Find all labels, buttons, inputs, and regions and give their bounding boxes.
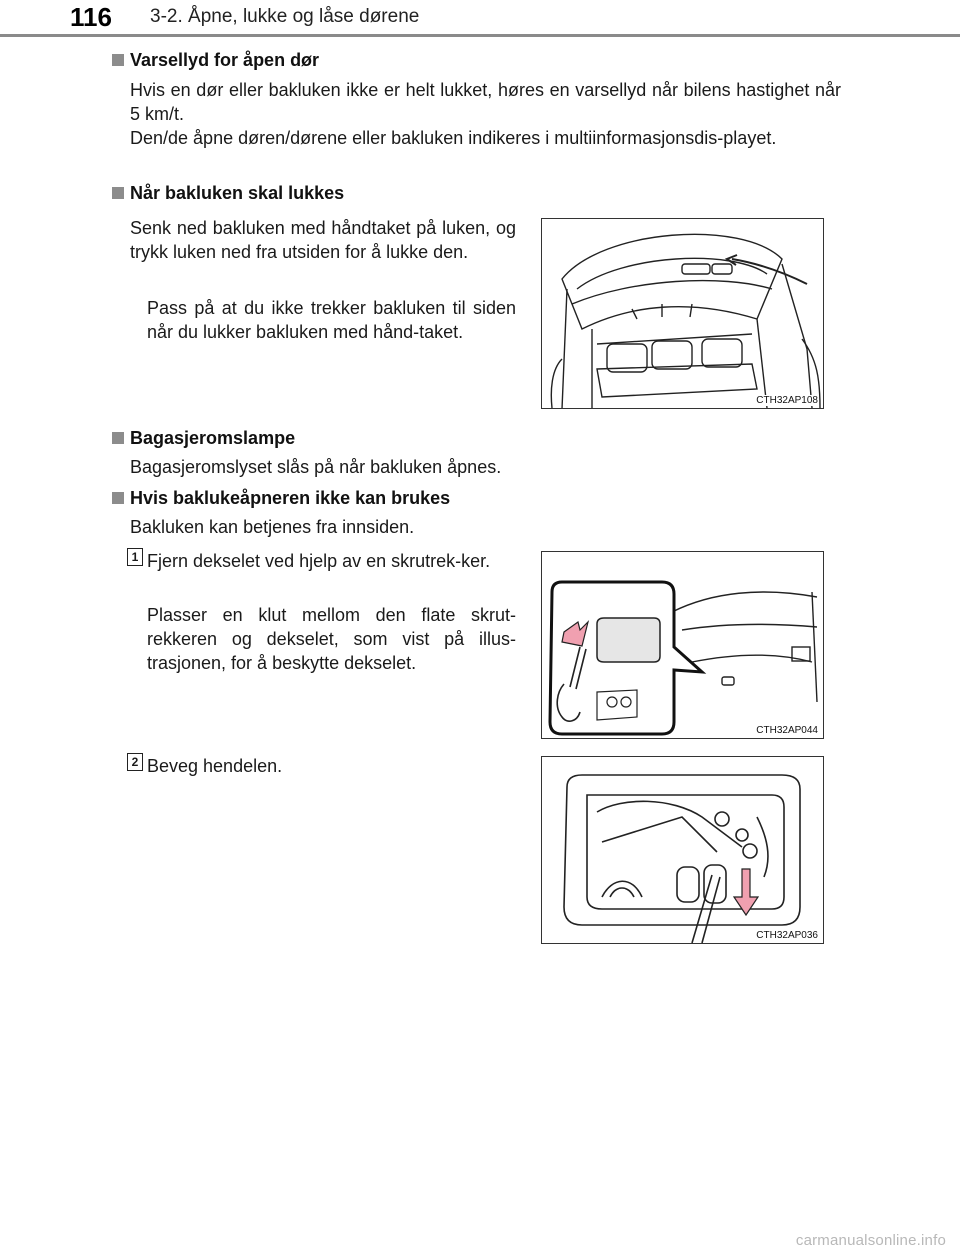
- heading-closing-text: Når bakluken skal lukkes: [130, 183, 345, 203]
- step-number-2: 2: [127, 753, 143, 771]
- closing-note: Pass på at du ikke trekker bakluken til siden når du lukker bakluken med hånd-taket.: [147, 298, 516, 342]
- heading-warning: [112, 50, 319, 71]
- step-1-note: Plasser en klut mellom den flate skrut-rekkeren og dekselet, som vist på illus-trasjonen, for å beskytte dekselet.: [147, 605, 516, 673]
- figure-code-1: CTH32AP108: [756, 395, 818, 406]
- watermark: carmanualsonline.info: [795, 1232, 946, 1249]
- figure-move-lever: [541, 756, 824, 944]
- heading-opener: [112, 488, 450, 509]
- heading-lamp: [112, 428, 295, 449]
- lamp-text: Bagasjeromslyset slås på når bakluken åpnes.: [130, 457, 502, 477]
- figure-remove-cover: [541, 551, 824, 739]
- step-number-1: 1: [127, 548, 143, 566]
- step-1-text: Fjern dekselet ved hjelp av en skrutrek-ker.: [147, 551, 491, 571]
- bullet-square-icon: [112, 432, 124, 444]
- header-rule: [0, 34, 960, 37]
- warning-text-2: Den/de åpne døren/dørene eller bakluken indikeres i multiinformasjonsdis-playet.: [130, 128, 777, 148]
- heading-warning-text: Varsellyd for åpen dør: [130, 50, 320, 70]
- bullet-square-icon: [112, 54, 124, 66]
- page-number: 116: [70, 2, 112, 32]
- warning-paragraph: [130, 78, 841, 150]
- step-2-text: Beveg hendelen.: [147, 756, 283, 776]
- figure-code-2: CTH32AP044: [756, 725, 818, 736]
- opener-text: Bakluken kan betjenes fra innsiden.: [130, 517, 415, 537]
- heading-opener-text: Hvis baklukeåpneren ikke kan brukes: [130, 488, 451, 508]
- bullet-square-icon: [112, 187, 124, 199]
- running-head: 3-2. Åpne, lukke og låse dørene: [150, 6, 420, 27]
- heading-closing: [112, 183, 344, 204]
- bullet-square-icon: [112, 492, 124, 504]
- figure-tailgate-closing: [541, 218, 824, 409]
- figure-code-3: CTH32AP036: [756, 930, 818, 941]
- closing-text: Senk ned bakluken med håndtaket på luken, og trykk luken ned fra utsiden for å lukke den.: [130, 218, 516, 262]
- heading-lamp-text: Bagasjeromslampe: [130, 428, 296, 448]
- warning-text-1: Hvis en dør eller bakluken ikke er helt lukket, høres en varsellyd når bilens hastighet når 5 km/t.: [130, 80, 841, 124]
